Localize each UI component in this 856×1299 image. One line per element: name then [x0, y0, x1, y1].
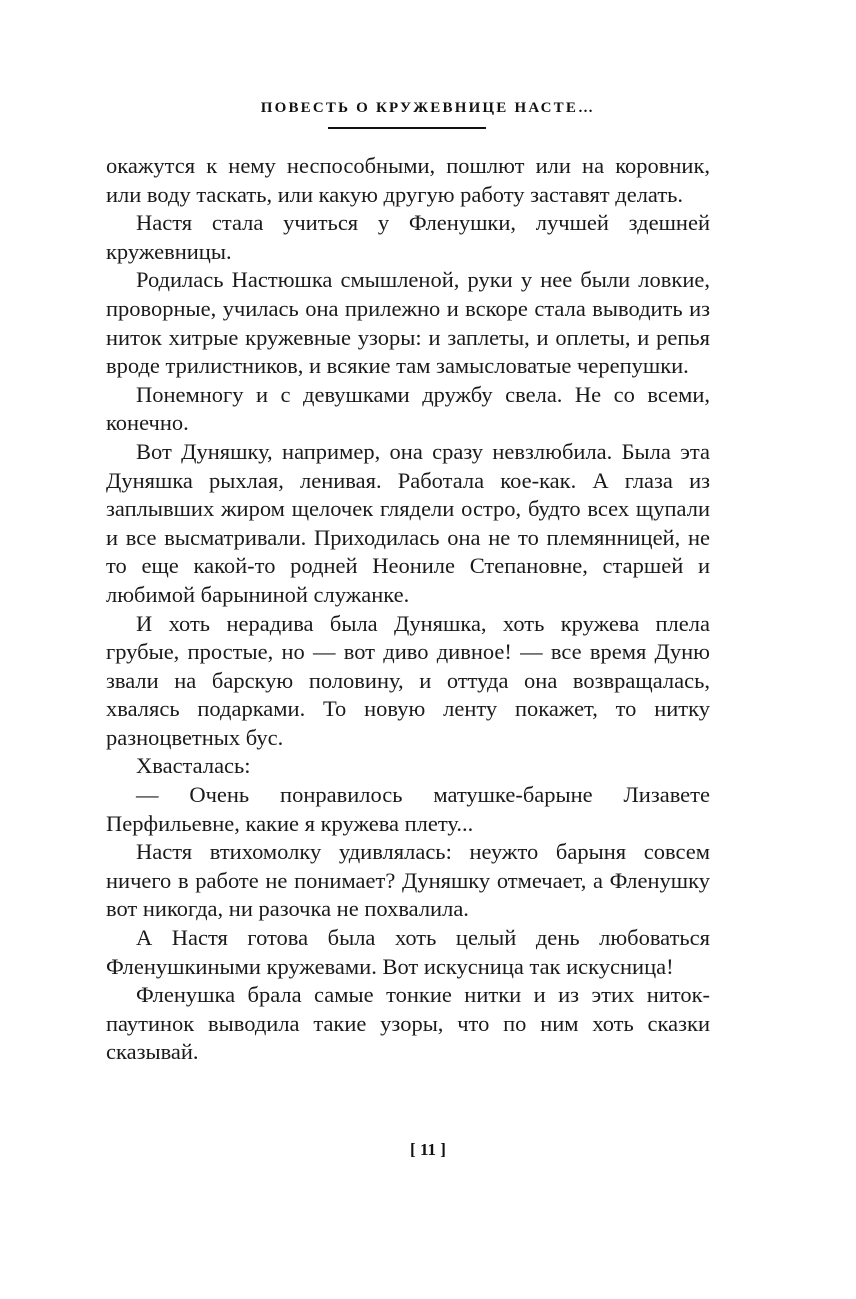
paragraph: Вот Дуняшку, например, она сразу невзлюбила. Была эта Дуняшка рыхлая, ленивая. Работала кое-как. А глаза из заплывших жиром щелочек глядели остро, будто всех щупали и все высматривали. Приходилась она не то племянницей, не то еще какой-то родней Неониле Степановне, старшей и любимой барыниной служанке.: [106, 438, 710, 607]
running-head: ПОВЕСТЬ О КРУЖЕВНИЦЕ НАСТЕ…: [260, 100, 596, 116]
paragraph: Понемногу и с девушками дружбу свела. Не со всеми, конечно.: [106, 381, 710, 436]
paragraph: А Настя готова была хоть целый день любоваться Фленушкиными кружевами. Вот искусница так искусница!: [106, 925, 710, 979]
paragraph: Родилась Настюшка смышленой, руки у нее были ловкие, проворные, училась она прилежно и вскоре стала выводить из ниток хитрые кружевные узоры: и заплеты, и оплеты, и репья вроде трилистников, и всякие там замысловатые черепушки.: [106, 267, 710, 379]
paragraph: И хоть нерадива была Дуняшка, хоть кружева плела грубые, простые, но — вот диво дивное! — все время Дуню звали на барскую половину, и оттуда она возвращалась, хвалясь подарками. То новую ленту покажет, то нитку разноцветных бус.: [106, 610, 710, 750]
body-text: [106, 152, 710, 1067]
page-number: [ 11 ]: [410, 1140, 446, 1159]
paragraph: Фленушка брала самые тонкие нитки и из этих ниток-паутинок выводила такие узоры, что по ним хоть сказки сказывай.: [106, 982, 710, 1065]
paragraph: Настя втихомолку удивлялась: неужто барыня совсем ничего в работе не понимает? Дуняшку отмечает, а Фленушку вот никогда, ни разочка не похвалила.: [106, 839, 710, 922]
dialogue-paragraph: — Очень понравилось матушке-барыне Лизавете Перфильевне, какие я кружева плету...: [106, 782, 710, 836]
paragraph: Хвасталась:: [136, 753, 251, 779]
running-head-rule: [328, 127, 486, 129]
paragraph: Настя стала учиться у Фленушки, лучшей здешней кружевницы.: [106, 210, 710, 264]
paragraph: окажутся к нему неспособными, пошлют или на коровник, или воду таскать, или какую другую работу заставят делать.: [106, 153, 710, 207]
